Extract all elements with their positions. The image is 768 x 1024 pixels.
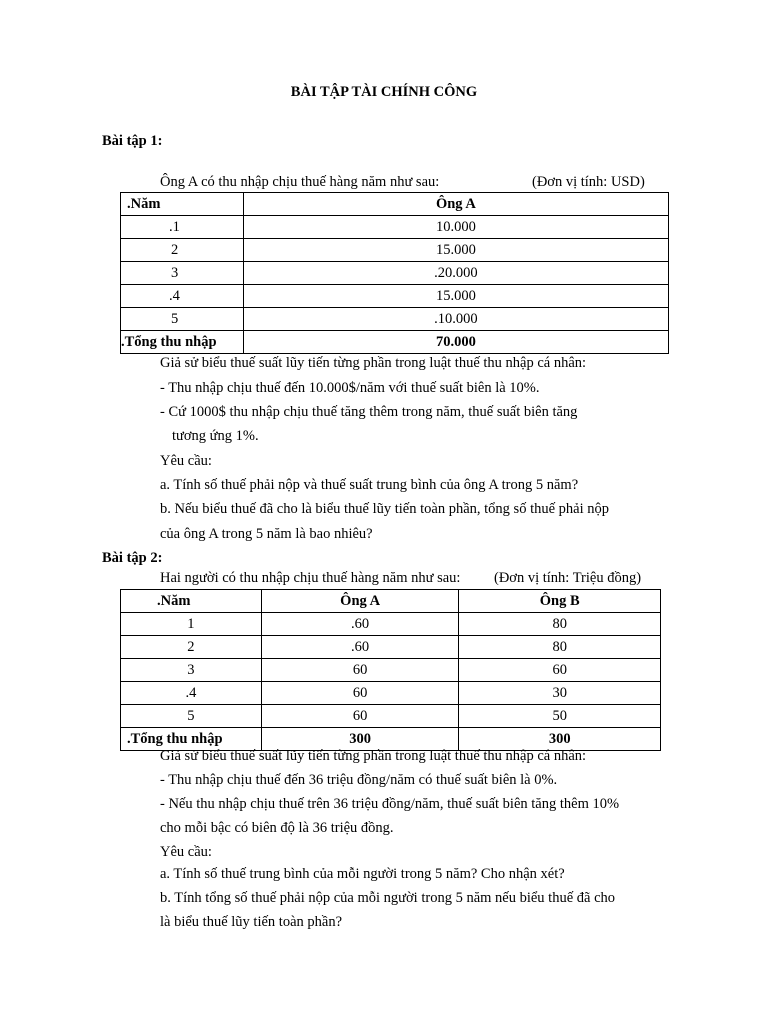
exercise-2-text-line: Giả sử biểu thuế suất lũy tiến từng phần trong luật thuế thu nhập cá nhân: xyxy=(160,748,587,764)
table-cell: .4 xyxy=(121,285,244,308)
exercise-2-text-line: Yêu cầu: xyxy=(160,844,212,860)
table-total-label: .Tổng thu nhập xyxy=(121,331,244,354)
table-cell: 5 xyxy=(121,308,244,331)
exercise-1-intro: Ông A có thu nhập chịu thuế hàng năm như sau: xyxy=(160,174,440,190)
table-cell: 2 xyxy=(121,239,244,262)
table-cell: .60 xyxy=(261,636,459,659)
table-total-value: 300 xyxy=(459,728,661,751)
exercise-2-heading: Bài tập 2: xyxy=(102,550,163,566)
table-cell: .60 xyxy=(261,613,459,636)
table-row xyxy=(121,636,661,659)
table-cell: 3 xyxy=(121,659,262,682)
table-cell: 80 xyxy=(459,636,661,659)
table-cell: 80 xyxy=(459,613,661,636)
table-row xyxy=(121,308,669,331)
table-cell: 30 xyxy=(459,682,661,705)
table-cell: .10.000 xyxy=(243,308,668,331)
exercise-2-text-line: b. Tính tổng số thuế phải nộp của mỗi người trong 5 năm nếu biểu thuế đã cho xyxy=(160,890,616,906)
table-header-cell: .Năm xyxy=(121,590,262,613)
table-row xyxy=(121,659,661,682)
table-cell: 15.000 xyxy=(243,239,668,262)
table-cell: 50 xyxy=(459,705,661,728)
table-cell: .20.000 xyxy=(243,262,668,285)
exercise-2-text-line: cho mỗi bậc có biên độ là 36 triệu đồng. xyxy=(160,820,394,836)
table-row xyxy=(121,239,669,262)
page-title: BÀI TẬP TÀI CHÍNH CÔNG xyxy=(290,84,478,100)
table-header-row xyxy=(121,590,661,613)
table-cell: 3 xyxy=(121,262,244,285)
exercise-1-text-line: tương ứng 1%. xyxy=(172,428,259,444)
table-cell: .4 xyxy=(121,682,262,705)
table-cell: 60 xyxy=(261,682,459,705)
exercise-2-text-line: - Thu nhập chịu thuế đến 36 triệu đồng/năm có thuế suất biên là 0%. xyxy=(160,772,558,788)
table-header-cell: Ông A xyxy=(261,590,459,613)
exercise-1-text-line: - Thu nhập chịu thuế đến 10.000$/năm với thuế suất biên là 10%. xyxy=(160,380,540,396)
table-cell: .1 xyxy=(121,216,244,239)
table-cell: 60 xyxy=(261,659,459,682)
exercise-1-heading: Bài tập 1: xyxy=(102,133,163,149)
table-cell: 2 xyxy=(121,636,262,659)
table-header-row xyxy=(121,193,669,216)
exercise-1-text-line: - Cứ 1000$ thu nhập chịu thuế tăng thêm trong năm, thuế suất biên tăng xyxy=(160,404,578,420)
exercise-1-unit: (Đơn vị tính: USD) xyxy=(532,174,645,190)
exercise-1-text-line: Giả sử biểu thuế suất lũy tiến từng phần trong luật thuế thu nhập cá nhân: xyxy=(160,355,587,371)
table-row xyxy=(121,705,661,728)
table-total-label: .Tổng thu nhập xyxy=(121,728,262,751)
exercise-2-text-line: a. Tính số thuế trung bình của mỗi người trong 5 năm? Cho nhận xét? xyxy=(160,866,565,882)
exercise-2-intro: Hai người có thu nhập chịu thuế hàng năm như sau: xyxy=(160,570,461,586)
exercise-2-text-line: - Nếu thu nhập chịu thuế trên 36 triệu đồng/năm, thuế suất biên tăng thêm 10% xyxy=(160,796,620,812)
table-cell: 5 xyxy=(121,705,262,728)
exercise-1-table xyxy=(120,192,669,354)
table-cell: 60 xyxy=(261,705,459,728)
exercise-1-text-line: Yêu cầu: xyxy=(160,453,212,469)
table-cell: 15.000 xyxy=(243,285,668,308)
exercise-1-text-line: a. Tính số thuế phải nộp và thuế suất trung bình của ông A trong 5 năm? xyxy=(160,477,579,493)
exercise-2-unit: (Đơn vị tính: Triệu đồng) xyxy=(494,570,642,586)
table-total-row xyxy=(121,331,669,354)
table-cell: 10.000 xyxy=(243,216,668,239)
table-header-cell: .Năm xyxy=(121,193,244,216)
table-cell: 60 xyxy=(459,659,661,682)
exercise-2-text-line: là biểu thuế lũy tiến toàn phần? xyxy=(160,914,343,930)
table-row xyxy=(121,262,669,285)
table-row xyxy=(121,285,669,308)
exercise-1-text-line: của ông A trong 5 năm là bao nhiêu? xyxy=(160,526,373,542)
table-header-cell: Ông A xyxy=(243,193,668,216)
table-total-value: 70.000 xyxy=(243,331,668,354)
table-cell: 1 xyxy=(121,613,262,636)
table-row xyxy=(121,216,669,239)
table-row xyxy=(121,613,661,636)
table-total-value: 300 xyxy=(261,728,459,751)
exercise-2-table xyxy=(120,589,661,751)
exercise-1-text-line: b. Nếu biểu thuế đã cho là biểu thuế lũy tiến toàn phần, tổng số thuế phải nộp xyxy=(160,501,609,517)
table-row xyxy=(121,682,661,705)
table-header-cell: Ông B xyxy=(459,590,661,613)
